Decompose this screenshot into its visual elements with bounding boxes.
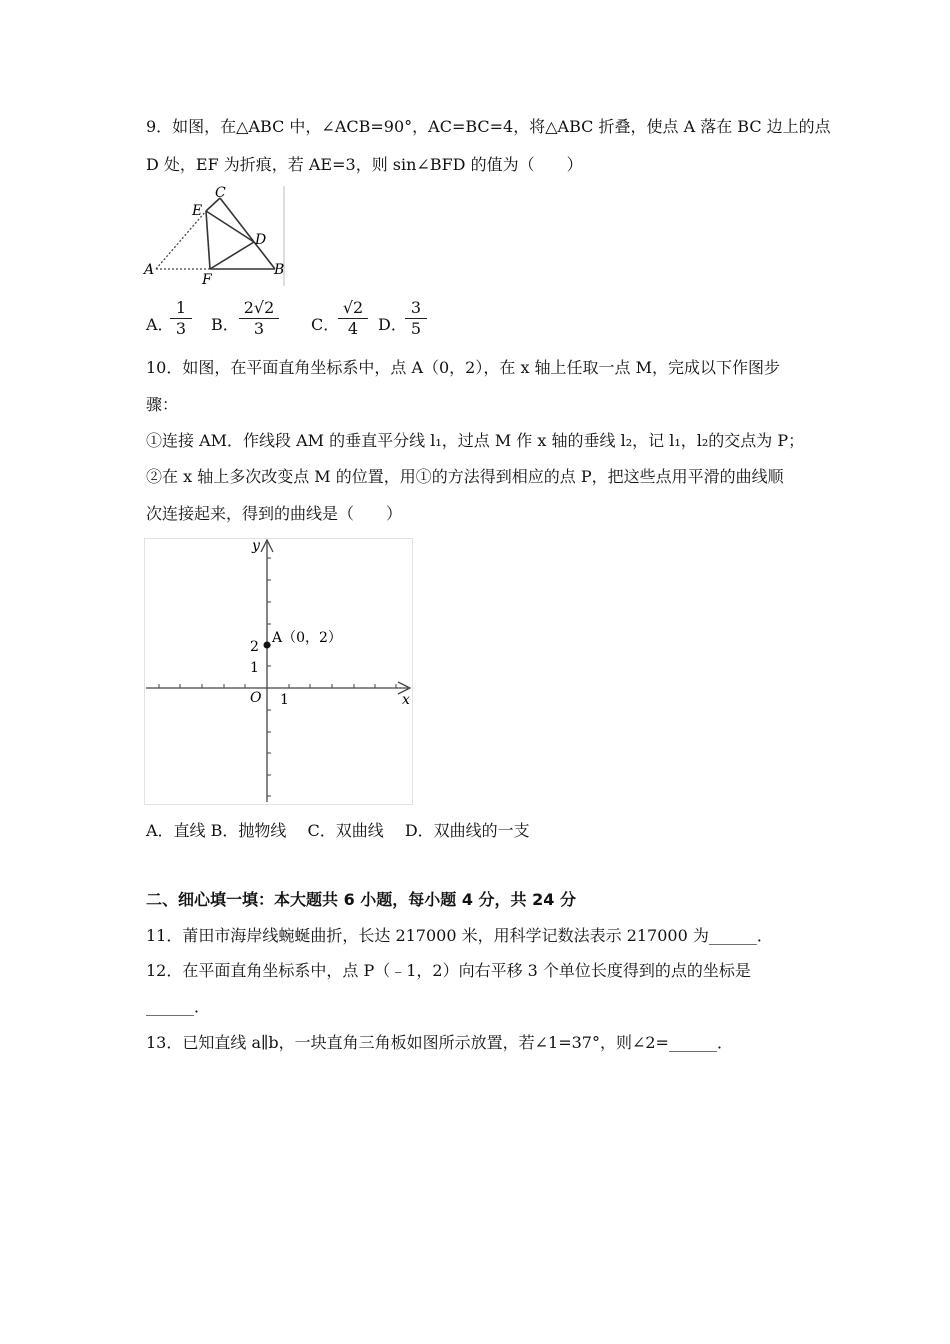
- q9-option-d-fraction: [405, 298, 427, 339]
- q12-text-line2: ______．: [146, 997, 211, 1016]
- q9-option-c-label: C．: [311, 315, 340, 334]
- label-D: D: [255, 232, 267, 248]
- q10-text-line2: 骤：: [146, 395, 179, 414]
- label-C: C: [215, 185, 226, 201]
- q9-text-line2: D 处，EF 为折痕，若 AE=3，则 sin∠BFD 的值为（ ）: [146, 155, 583, 174]
- q9-option-b-label: B．: [211, 315, 239, 334]
- label-F: F: [202, 272, 212, 288]
- q9-option-d-label: D．: [378, 315, 407, 334]
- q10-text-line1: 10．如图，在平面直角坐标系中，点 A（0，2），在 x 轴上任取一点 M，完成以下作图步: [146, 358, 781, 377]
- x-axis-label: x: [402, 692, 410, 708]
- q9-option-d-num: 3: [405, 298, 427, 319]
- q13-text: 13．已知直线 a∥b，一块直角三角板如图所示放置，若∠1=37°，则∠2=______．: [146, 1033, 733, 1052]
- q9-option-a-fraction: [170, 298, 192, 339]
- q10-options: A．直线 B．抛物线 C．双曲线 D．双曲线的一支: [146, 821, 530, 840]
- label-E: E: [192, 203, 203, 219]
- section2-title: 二、细心填一填：本大题共 6 小题，每小题 4 分，共 24 分: [146, 890, 576, 909]
- point-a: [264, 642, 271, 649]
- q9-option-b-fraction: [239, 298, 279, 339]
- q10-text-line4: ②在 x 轴上多次改变点 M 的位置，用①的方法得到相应的点 P，把这些点用平滑的曲线顺: [146, 467, 784, 486]
- y-tick-1-label: 1: [250, 660, 259, 676]
- q9-options: [146, 296, 446, 344]
- point-a-label: A（0，2）: [272, 630, 342, 646]
- y-tick-2-label: 2: [250, 639, 259, 655]
- q10-text-line5: 次连接起来，得到的曲线是（ ）: [146, 504, 403, 523]
- q10-text-line3: ①连接 AM．作线段 AM 的垂直平分线 l₁，过点 M 作 x 轴的垂线 l₂，记 l₁，l₂的交点为 P；: [146, 431, 805, 450]
- q9-option-c-den: 4: [347, 319, 359, 338]
- q9-option-c-fraction: [338, 298, 368, 339]
- q9-option-c-num: √2: [338, 298, 368, 319]
- origin-label: O: [250, 690, 262, 706]
- q9-option-a-den: 3: [175, 319, 187, 338]
- q10-coordinate-graph: [144, 538, 414, 806]
- q9-option-b-num: 2√2: [239, 298, 279, 319]
- q12-text-line1: 12．在平面直角坐标系中，点 P（﹣1，2）向右平移 3 个单位长度得到的点的坐标是: [146, 961, 751, 980]
- q9-option-a-label: A．: [146, 315, 174, 334]
- q9-triangle-figure: [142, 184, 288, 288]
- q9-option-b-den: 3: [253, 319, 265, 338]
- x-tick-1-label: 1: [280, 692, 289, 708]
- q9-text-line1: 9．如图，在△ABC 中，∠ACB=90°，AC=BC=4，将△ABC 折叠，使点 A 落在 BC 边上的点: [146, 117, 831, 136]
- label-A: A: [144, 262, 155, 278]
- q9-option-d-den: 5: [410, 319, 422, 338]
- q11-text: 11．莆田市海岸线蜿蜒曲折，长达 217000 米，用科学记数法表示 217000 为______．: [146, 926, 773, 945]
- y-axis-label: y: [252, 538, 260, 554]
- q9-option-a-num: 1: [170, 298, 192, 319]
- label-B: B: [274, 262, 285, 278]
